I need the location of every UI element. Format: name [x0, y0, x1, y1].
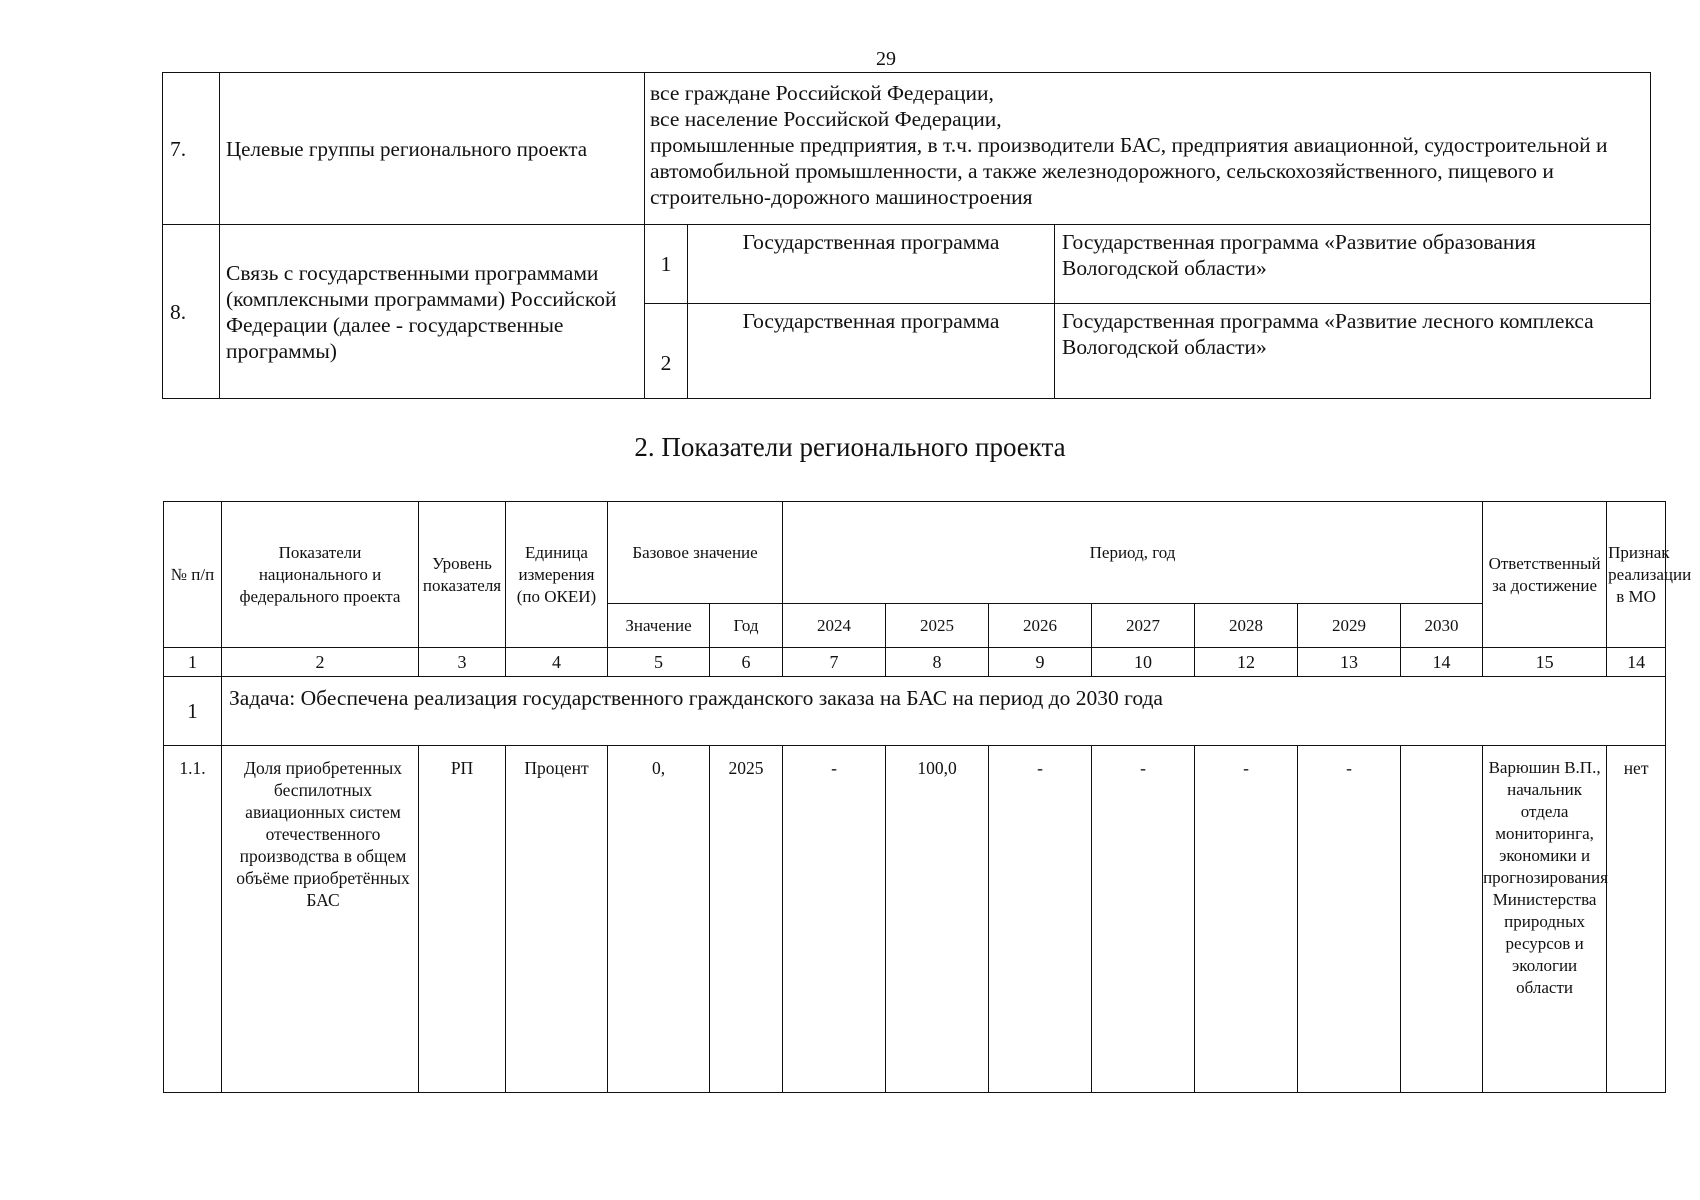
- indicator-responsible: Варюшин В.П., начальник отдела мониторинга, экономики и прогнозирования Министерства природных ресурсов и экологии области: [1483, 746, 1607, 1093]
- target-group-line: все население Российской Федерации,: [650, 107, 1002, 131]
- column-number: 6: [710, 648, 783, 677]
- header-responsible: Ответственный за достижение: [1483, 502, 1607, 648]
- column-number: 5: [608, 648, 710, 677]
- row-label: Связь с государственными программами (комплексными программами) Российской Федерации (далее - государственные программы): [220, 225, 645, 399]
- section-title: 2. Показатели регионального проекта: [634, 432, 1066, 462]
- indicator-mo: нет: [1607, 746, 1666, 1093]
- header-year: 2025: [886, 604, 989, 648]
- column-number: 10: [1092, 648, 1195, 677]
- column-number: 14: [1607, 648, 1666, 677]
- indicators-table: [163, 501, 1692, 1093]
- column-number: 3: [419, 648, 506, 677]
- task-row: [164, 677, 1666, 746]
- target-group-line: промышленные предприятия, в т.ч. производители БАС, предприятия авиационной, судостроительной и автомобильной промышленности, а также железнодорожного, сельскохозяйственного, пищевого и строительно-дорожного машиностроения: [650, 133, 1608, 209]
- target-groups-cell: [645, 73, 1651, 225]
- column-number: 4: [506, 648, 608, 677]
- column-number: 7: [783, 648, 886, 677]
- indicator-base-value: 0,: [608, 746, 710, 1093]
- indicator-value: -: [989, 746, 1092, 1093]
- program-name: Государственная программа «Развитие образования Вологодской области»: [1055, 225, 1651, 303]
- column-number: 2: [222, 648, 419, 677]
- indicator-base-year: 2025: [710, 746, 783, 1093]
- indicator-value: 100,0: [886, 746, 989, 1093]
- header-period: Период, год: [783, 502, 1483, 604]
- indicator-unit: Процент: [506, 746, 608, 1093]
- header-year: 2027: [1092, 604, 1195, 648]
- indicator-value: -: [1092, 746, 1195, 1093]
- column-number: 15: [1483, 648, 1607, 677]
- header-year: 2026: [989, 604, 1092, 648]
- header-base-year: Год: [710, 604, 783, 648]
- program-type: Государственная программа: [688, 225, 1055, 303]
- program-type: Государственная программа: [688, 303, 1055, 398]
- header-num: № п/п: [164, 502, 222, 648]
- column-number: 14: [1401, 648, 1483, 677]
- indicator-value: [1401, 746, 1483, 1093]
- row-number: 7.: [163, 73, 220, 225]
- programs-table: [645, 225, 1650, 398]
- row-target-groups: [163, 73, 1651, 225]
- column-number-row: [164, 648, 1666, 677]
- column-number: 13: [1298, 648, 1401, 677]
- header-year: 2028: [1195, 604, 1298, 648]
- program-row: [645, 303, 1650, 398]
- header-base: Базовое значение: [608, 502, 783, 604]
- indicator-value: -: [1195, 746, 1298, 1093]
- header-year: 2029: [1298, 604, 1401, 648]
- row-programs: [163, 225, 1651, 399]
- programs-cell: [645, 225, 1651, 399]
- header-year: 2030: [1401, 604, 1483, 648]
- header-mo: Признак реализации в МО: [1607, 502, 1666, 648]
- task-number: 1: [164, 677, 222, 746]
- program-number: 2: [645, 303, 688, 398]
- passport-table: [162, 72, 1651, 399]
- indicator-value: -: [1298, 746, 1401, 1093]
- column-number: 1: [164, 648, 222, 677]
- indicator-level: РП: [419, 746, 506, 1093]
- header-year: 2024: [783, 604, 886, 648]
- column-number: 9: [989, 648, 1092, 677]
- indicator-number: 1.1.: [164, 746, 222, 1093]
- row-label: Целевые группы регионального проекта: [220, 73, 645, 225]
- header-level: Уровень показателя: [419, 502, 506, 648]
- indicator-row: [164, 746, 1666, 1093]
- task-text: Задача: Обеспечена реализация государственного гражданского заказа на БАС на период до 2030 года: [222, 677, 1666, 746]
- column-number: 12: [1195, 648, 1298, 677]
- header-indicator: Показатели национального и федерального проекта: [222, 502, 419, 648]
- indicator-value: -: [783, 746, 886, 1093]
- row-number: 8.: [163, 225, 220, 399]
- program-name: Государственная программа «Развитие лесного комплекса Вологодской области»: [1062, 308, 1594, 359]
- header-unit: Единица измерения (по ОКЕИ): [506, 502, 608, 648]
- program-number: 1: [645, 225, 688, 303]
- program-row: [645, 225, 1650, 303]
- column-number: 8: [886, 648, 989, 677]
- target-group-line: все граждане Российской Федерации,: [650, 81, 994, 105]
- header-row: [164, 502, 1666, 604]
- indicator-name: Доля приобретенных беспилотных авиационных систем отечественного производства в общем объёме приобретённых БАС: [222, 746, 419, 1093]
- header-base-value: Значение: [608, 604, 710, 648]
- page-number: 29: [876, 48, 896, 70]
